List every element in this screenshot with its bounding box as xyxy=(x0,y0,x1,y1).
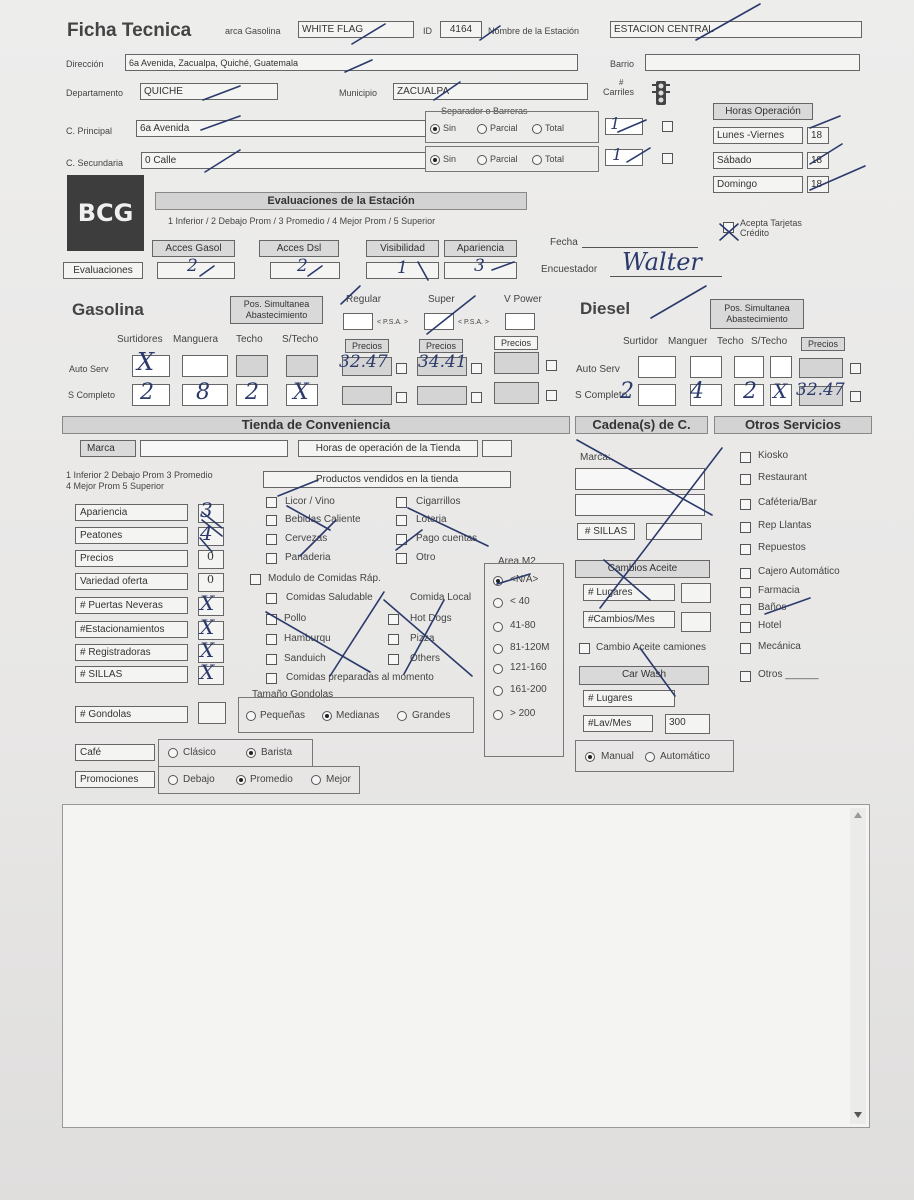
carril-secundaria-checkbox[interactable] xyxy=(662,153,673,164)
carril-secundaria-field[interactable] xyxy=(605,149,643,166)
cambios-mes-field[interactable] xyxy=(681,612,711,632)
pequenas-radio[interactable] xyxy=(246,711,256,721)
encuestador-label: Encuestador xyxy=(541,264,598,275)
dsl-col-stecho: S/Techo xyxy=(751,336,788,347)
cadena-sillas-label: # SILLAS xyxy=(577,523,635,540)
apariencia-label: Apariencia xyxy=(444,240,517,257)
csecundaria-label: C. Secundaria xyxy=(66,158,124,168)
comida-label: Sanduich xyxy=(284,653,326,664)
otros-item-label: Mecánica xyxy=(758,641,801,652)
gas-precio-vpower-field[interactable] xyxy=(494,352,539,374)
tienda-row-label: Precios xyxy=(75,550,188,567)
comida-label: Hot Dogs xyxy=(410,613,452,624)
otros-checkbox[interactable] xyxy=(740,587,751,598)
gas-sc-surt-value: 2 xyxy=(140,380,154,405)
tienda-row-label: # SILLAS xyxy=(75,666,188,683)
scroll-down-icon[interactable] xyxy=(854,1112,862,1118)
otros-checkbox[interactable] xyxy=(740,544,751,555)
camiones-label: Cambio Aceite camiones xyxy=(596,642,707,653)
grandes-radio[interactable] xyxy=(397,711,407,721)
sabado-label: Sábado xyxy=(713,152,803,169)
manual-radio[interactable] xyxy=(585,752,595,762)
gasolina-title: Gasolina xyxy=(72,300,144,319)
vpower-label: V Power xyxy=(504,294,542,305)
cafe-label: Café xyxy=(75,744,155,761)
area-option-label: < 40 xyxy=(510,596,530,607)
gas-col-manguera: Manguera xyxy=(173,334,219,345)
product-label: Bebidas Caliente xyxy=(285,514,361,525)
dsl-sc-precio-value: 32.47 xyxy=(796,380,845,400)
cambios-aceite-label: Cambios Aceite xyxy=(575,560,710,578)
otros-checkbox[interactable] xyxy=(740,604,751,615)
otros-item-label: Farmacia xyxy=(758,585,800,596)
camiones-checkbox[interactable] xyxy=(579,643,590,654)
secundaria-sin-label: Sin xyxy=(443,154,457,164)
domingo-field[interactable]: 18 xyxy=(807,176,829,193)
comida-checkbox[interactable] xyxy=(266,654,277,665)
csecundaria-field[interactable]: 0 Calle xyxy=(141,152,426,169)
debajo-radio[interactable] xyxy=(168,775,178,785)
barista-radio[interactable] xyxy=(246,748,256,758)
diesel-pos-label: Pos. Simultanea Abastecimiento xyxy=(710,299,804,329)
notes-scrollbar[interactable] xyxy=(850,808,866,1124)
area-radio[interactable] xyxy=(493,576,503,586)
dsl-auto-checkbox[interactable] xyxy=(850,363,861,374)
dsl-precios-label: Precios xyxy=(801,337,845,351)
otros-item-label: Hotel xyxy=(758,620,782,631)
manual-label: Manual xyxy=(601,751,634,762)
municipio-field[interactable]: ZACUALPA xyxy=(393,83,588,100)
marca-gasolina-field[interactable]: WHITE FLAG xyxy=(298,21,414,38)
comida-checkbox[interactable] xyxy=(266,634,277,645)
cprincipal-label: C. Principal xyxy=(66,126,113,136)
tienda-row-label: # Registradoras xyxy=(75,644,188,661)
tienda-marca-label: Marca xyxy=(80,440,136,457)
lunes-field[interactable]: 18 xyxy=(807,127,829,144)
dsl-sc-stecho-value: X xyxy=(773,379,788,403)
secundaria-total-label: Total xyxy=(545,154,565,164)
area-radio[interactable] xyxy=(493,686,503,696)
carril-principal-value: 1 xyxy=(610,114,621,133)
carwash-label: Car Wash xyxy=(579,666,709,685)
otros-checkbox[interactable] xyxy=(740,671,751,682)
tienda-row-value: 0 xyxy=(207,550,214,563)
gas-auto-techo-field[interactable] xyxy=(236,355,268,377)
product-checkbox[interactable] xyxy=(396,515,407,526)
tienda-scale-1: 1 Inferior 2 Debajo Prom 3 Promedio xyxy=(66,470,213,480)
mejor-radio[interactable] xyxy=(311,775,321,785)
otros-checkbox[interactable] xyxy=(740,568,751,579)
modulo-checkbox[interactable] xyxy=(250,574,261,585)
visibilidad-value: 1 xyxy=(397,258,408,278)
product-label: Otro xyxy=(416,552,436,563)
regular-psa-label: < P.S.A. > xyxy=(377,319,409,326)
gas-s-completo-label: S Completo xyxy=(68,390,116,400)
gas-sc-regular-field[interactable] xyxy=(342,386,392,405)
precios-vpower-label: Precios xyxy=(494,336,538,350)
clasico-label: Clásico xyxy=(183,747,216,758)
traffic-light-icon xyxy=(652,80,670,106)
otros-item-label: Cajero Automático xyxy=(758,566,840,577)
regular-label: Regular xyxy=(346,294,382,305)
carril-secundaria-value: 1 xyxy=(612,145,623,164)
barrio-label: Barrio xyxy=(610,59,635,69)
gas-regular-checkbox[interactable] xyxy=(396,363,407,374)
acceso-dsl-value: 2 xyxy=(297,256,308,276)
area-option-label: 121-160 xyxy=(510,662,547,673)
estacion-field[interactable]: ESTACION CENTRAL xyxy=(610,21,862,38)
otros-checkbox[interactable] xyxy=(740,643,751,654)
tienda-row-label: Peatones xyxy=(75,527,188,544)
form-title: Ficha Tecnica xyxy=(67,20,192,41)
municipio-label: Municipio xyxy=(339,88,378,98)
dsl-col-manguer: Manguer xyxy=(668,336,708,347)
dsl-sc-surt-field[interactable] xyxy=(638,384,676,406)
acceso-gasol-label: Acces Gasol xyxy=(152,240,235,257)
lav-mes-label: #Lav/Mes xyxy=(583,715,653,732)
tienda-row-value: X xyxy=(200,591,215,615)
separador-label: Separador o Barreras xyxy=(441,106,528,116)
tienda-horas-field[interactable] xyxy=(482,440,512,457)
tienda-row-value: X xyxy=(200,615,215,639)
product-checkbox[interactable] xyxy=(396,534,407,545)
product-checkbox[interactable] xyxy=(396,553,407,564)
dsl-s-completo-label: S Completo xyxy=(575,390,628,401)
principal-parcial-radio[interactable] xyxy=(477,124,487,134)
gas-sc-techo-value: 2 xyxy=(245,380,259,405)
marca-gasolina-label: arca Gasolina xyxy=(225,26,281,36)
gasolina-pos-label: Pos. Simultanea Abastecimiento xyxy=(230,296,323,324)
comida-label: Hamburqu xyxy=(284,633,331,644)
tienda-scale-2: 4 Mejor Prom 5 Superior xyxy=(66,481,165,491)
gas-auto-surt-value: X xyxy=(137,348,155,376)
medianas-radio[interactable] xyxy=(322,711,332,721)
area-option-label: <N/A> xyxy=(510,574,539,585)
super-psa-field[interactable] xyxy=(424,313,454,330)
area-radio[interactable] xyxy=(493,622,503,632)
comida-checkbox[interactable] xyxy=(388,614,399,625)
vpower-psa-field[interactable] xyxy=(505,313,535,330)
lugares-field[interactable] xyxy=(681,583,711,603)
estacion-label: Nombre de la Estación xyxy=(488,26,580,36)
tienda-title: Tienda de Conveniencia xyxy=(62,416,570,434)
otros-item-label: Restaurant xyxy=(758,472,807,483)
comida-label: Pizza xyxy=(410,633,435,644)
promociones-label: Promociones xyxy=(75,771,155,788)
dsl-sc-mang-value: 4 xyxy=(690,379,704,404)
acceso-dsl-label: Acces Dsl xyxy=(259,240,339,257)
id-field[interactable]: 4164 xyxy=(440,21,482,38)
dsl-sc-surt-value: 2 xyxy=(620,379,634,404)
otros-checkbox[interactable] xyxy=(740,452,751,463)
dsl-sc-techo-value: 2 xyxy=(743,379,757,404)
product-checkbox[interactable] xyxy=(266,553,277,564)
gas-auto-serv-label: Auto Serv xyxy=(69,364,109,374)
area-option-label: > 200 xyxy=(510,708,536,719)
cadena-sillas-field[interactable] xyxy=(646,523,702,540)
gondolas-field[interactable] xyxy=(198,702,226,724)
tienda-row-value: 3 xyxy=(200,498,213,522)
dsl-auto-surt-field[interactable] xyxy=(638,356,676,378)
automatico-radio[interactable] xyxy=(645,752,655,762)
cambios-mes-label: #Cambios/Mes xyxy=(583,611,675,628)
gas-sc-regular-checkbox[interactable] xyxy=(396,392,407,403)
automatico-label: Automático xyxy=(660,751,711,762)
departamento-field[interactable]: QUICHE xyxy=(140,83,278,100)
acepta-tarjetas-checkbox[interactable] xyxy=(723,222,734,233)
lugares2-label: # Lugares xyxy=(583,690,675,707)
comida-label: Pollo xyxy=(284,613,307,624)
evaluaciones-title: Evaluaciones de la Estación xyxy=(155,192,527,210)
debajo-label: Debajo xyxy=(183,774,215,785)
preparadas-label: Comidas preparadas al momento xyxy=(286,672,434,683)
dsl-col-techo: Techo xyxy=(717,336,744,347)
area-group xyxy=(484,563,564,757)
otros-checkbox[interactable] xyxy=(740,622,751,633)
tienda-row-value: 4 xyxy=(200,521,213,545)
fecha-label: Fecha xyxy=(550,237,578,248)
dsl-sc-checkbox[interactable] xyxy=(850,391,861,402)
clasico-radio[interactable] xyxy=(168,748,178,758)
area-radio[interactable] xyxy=(493,644,503,654)
lunes-label: Lunes -Viernes xyxy=(713,127,803,144)
product-label: Loteria xyxy=(416,514,447,525)
tienda-row-label: Variedad oferta xyxy=(75,573,188,590)
principal-parcial-label: Parcial xyxy=(490,123,518,133)
area-option-label: 161-200 xyxy=(510,684,547,695)
super-psa-label: < P.S.A. > xyxy=(458,319,490,326)
comida-local-label: Comida Local xyxy=(410,592,472,603)
mejor-label: Mejor xyxy=(326,774,352,785)
gas-sc-vpower-checkbox[interactable] xyxy=(546,390,557,401)
gas-sc-mang-value: 8 xyxy=(196,380,210,405)
gas-col-stecho: S/Techo xyxy=(282,334,319,345)
product-label: Cervezas xyxy=(285,533,328,544)
principal-total-radio[interactable] xyxy=(532,124,542,134)
bcg-logo: BCG xyxy=(67,175,144,251)
comida-checkbox[interactable] xyxy=(388,654,399,665)
comida-checkbox[interactable] xyxy=(266,614,277,625)
principal-total-label: Total xyxy=(545,123,565,133)
otros-checkbox[interactable] xyxy=(740,522,751,533)
evaluaciones-scale: 1 Inferior / 2 Debajo Prom / 3 Promedio / 4 Mejor Prom / 5 Superior xyxy=(168,216,436,226)
gas-sc-vpower-field[interactable] xyxy=(494,382,539,404)
tienda-row-value: X xyxy=(200,660,215,684)
product-checkbox[interactable] xyxy=(266,497,277,508)
gas-auto-stecho-field[interactable] xyxy=(286,355,318,377)
domingo-label: Domingo xyxy=(713,176,803,193)
diesel-title: Diesel xyxy=(580,299,631,318)
product-checkbox[interactable] xyxy=(266,515,277,526)
product-checkbox[interactable] xyxy=(396,497,407,508)
encuestador-value: Walter xyxy=(622,248,702,276)
tienda-row-value: 0 xyxy=(207,573,214,586)
encuestador-field[interactable] xyxy=(610,276,722,277)
secundaria-sin-radio[interactable] xyxy=(430,155,440,165)
id-label: ID xyxy=(423,26,432,36)
principal-sin-radio[interactable] xyxy=(430,124,440,134)
tienda-row-value: X xyxy=(200,638,215,662)
carriles-hash: # xyxy=(619,78,624,87)
otros-item-label: Otros ______ xyxy=(758,669,819,680)
direccion-label: Dirección xyxy=(66,59,104,69)
carril-principal-checkbox[interactable] xyxy=(662,121,673,132)
productos-label: Productos vendidos en la tienda xyxy=(263,471,511,488)
preparadas-checkbox[interactable] xyxy=(266,673,277,684)
principal-sin-label: Sin xyxy=(443,123,457,133)
comida-checkbox[interactable] xyxy=(388,634,399,645)
cadena-marca-field[interactable] xyxy=(575,468,705,490)
gas-vpower-checkbox[interactable] xyxy=(546,360,557,371)
apariencia-value: 3 xyxy=(474,256,485,276)
super-label: Super xyxy=(428,294,455,305)
dsl-auto-mang-field[interactable] xyxy=(690,356,722,378)
cadena-title: Cadena(s) de C. xyxy=(575,416,708,434)
area-radio[interactable] xyxy=(493,710,503,720)
precios-super-label: Precios xyxy=(419,339,463,353)
horas-operacion-button[interactable]: Horas Operación xyxy=(713,103,813,120)
otros-item-label: Kiosko xyxy=(758,450,789,461)
dsl-auto-serv-label: Auto Serv xyxy=(576,364,620,375)
promedio-label: Promedio xyxy=(250,774,293,785)
gas-col-surtidores: Surtidores xyxy=(117,334,163,345)
area-title: Area M2 xyxy=(498,556,536,567)
promedio-radio[interactable] xyxy=(236,775,246,785)
tamano-label: Tamaño Gondolas xyxy=(252,689,334,700)
acceso-gasol-value: 2 xyxy=(187,256,198,276)
comida-checkbox[interactable] xyxy=(266,593,277,604)
otros-title: Otros Servicios xyxy=(714,416,872,434)
lugares-label: # Lugares xyxy=(583,584,675,601)
gas-sc-super-checkbox[interactable] xyxy=(471,392,482,403)
product-label: Licor / Vino xyxy=(285,496,335,507)
otros-item-label: Rep Llantas xyxy=(758,520,812,531)
tienda-horas-label: Horas de operación de la Tienda xyxy=(298,440,478,457)
modulo-label: Modulo de Comidas Ráp. xyxy=(268,573,381,584)
cadena-marca-label: Marca: xyxy=(580,452,611,463)
regular-psa-field[interactable] xyxy=(343,313,373,330)
secundaria-parcial-label: Parcial xyxy=(490,154,518,164)
product-label: Cigarrillos xyxy=(416,496,461,507)
tienda-row-label: # Puertas Neveras xyxy=(75,597,188,614)
tienda-row-label: Apariencia xyxy=(75,504,188,521)
dsl-col-surtidor: Surtidor xyxy=(623,336,659,347)
gas-col-techo: Techo xyxy=(236,334,263,345)
tienda-row-label: #Estacionamientos xyxy=(75,621,188,638)
product-label: Pago cuentas xyxy=(416,533,478,544)
cprincipal-field[interactable]: 6a Avenida xyxy=(136,120,426,137)
gondolas-label: # Gondolas xyxy=(75,706,188,723)
secundaria-total-radio[interactable] xyxy=(532,155,542,165)
area-radio[interactable] xyxy=(493,664,503,674)
evaluaciones-label: Evaluaciones xyxy=(63,262,143,279)
otros-item-label: Caféteria/Bar xyxy=(758,497,817,508)
barista-label: Barista xyxy=(261,747,293,758)
barrio-field[interactable] xyxy=(645,54,860,71)
precios-regular-label: Precios xyxy=(345,339,389,353)
carriles-label: Carriles xyxy=(603,87,635,97)
grandes-label: Grandes xyxy=(412,710,451,721)
gas-auto-mang-field[interactable] xyxy=(182,355,228,377)
otros-item-label: Baños xyxy=(758,602,787,613)
otros-item-label: Repuestos xyxy=(758,542,806,553)
tienda-marca-field[interactable] xyxy=(140,440,288,457)
medianas-label: Medianas xyxy=(336,710,380,721)
otros-checkbox[interactable] xyxy=(740,474,751,485)
otros-checkbox[interactable] xyxy=(740,499,751,510)
gas-sc-super-field[interactable] xyxy=(417,386,467,405)
area-option-label: 81-120M xyxy=(510,642,550,653)
dsl-auto-stecho-field[interactable] xyxy=(770,356,792,378)
departamento-label: Departamento xyxy=(66,88,124,98)
acepta-tarjetas-label: Acepta Tarjetas Crédito xyxy=(740,218,802,238)
gas-super-checkbox[interactable] xyxy=(471,363,482,374)
sabado-field[interactable]: 18 xyxy=(807,152,829,169)
gas-precio-super-value: 34.41 xyxy=(418,352,467,372)
pequenas-label: Pequeñas xyxy=(260,710,306,721)
product-checkbox[interactable] xyxy=(266,534,277,545)
secundaria-parcial-radio[interactable] xyxy=(477,155,487,165)
gas-precio-regular-value: 32.47 xyxy=(339,352,388,372)
visibilidad-label: Visibilidad xyxy=(366,240,439,257)
gas-sc-stecho-value: X xyxy=(293,380,309,405)
cadena-marca-field-2[interactable] xyxy=(575,494,705,516)
scroll-up-icon[interactable] xyxy=(854,812,862,818)
dsl-auto-techo-field[interactable] xyxy=(734,356,764,378)
comida-label: Others xyxy=(410,653,441,664)
area-radio[interactable] xyxy=(493,598,503,608)
area-option-label: 41-80 xyxy=(510,620,536,631)
dsl-auto-precio-field[interactable] xyxy=(799,358,843,378)
comida-label: Comidas Saludable xyxy=(286,592,373,603)
lav-mes-field[interactable]: 300 xyxy=(665,714,710,734)
notes-textarea[interactable] xyxy=(62,804,870,1128)
direccion-field[interactable]: 6a Avenida, Zacualpa, Quiché, Guatemala xyxy=(125,54,578,71)
product-label: Panaderia xyxy=(285,552,331,563)
